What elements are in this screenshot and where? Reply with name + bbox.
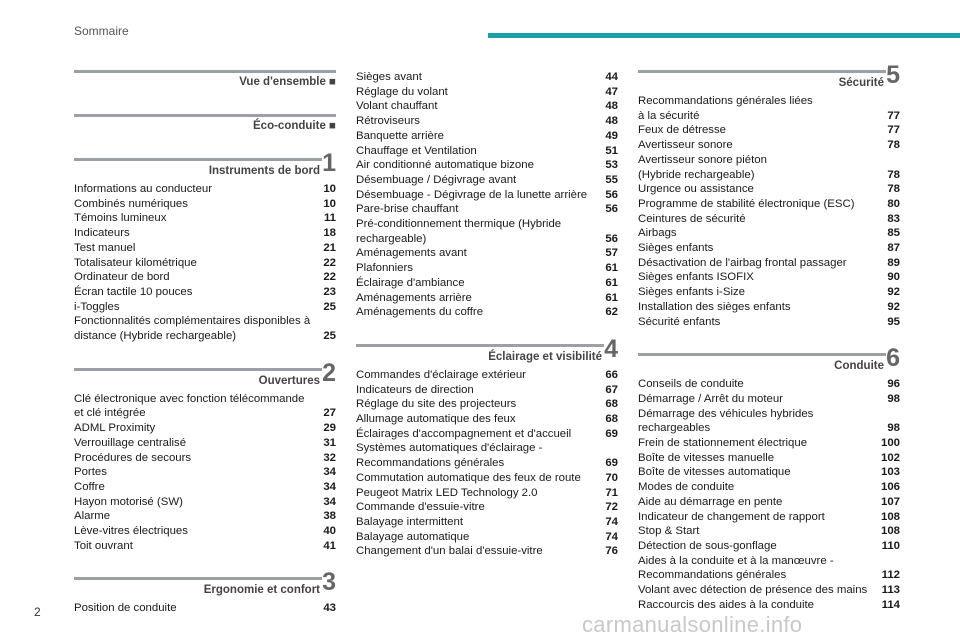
toc-entry[interactable] bbox=[638, 421, 900, 436]
toc-entry-title: Stop & Start bbox=[638, 525, 700, 538]
toc-entry[interactable] bbox=[356, 291, 618, 306]
toc-entry-page: 85 bbox=[887, 227, 900, 240]
toc-entry[interactable] bbox=[74, 314, 336, 329]
toc-entry-title: Urgence ou assistance bbox=[638, 183, 754, 196]
toc-entry[interactable] bbox=[638, 94, 900, 109]
toc-entry-page: 98 bbox=[887, 392, 900, 405]
toc-entry-title: Avertisseur sonore bbox=[638, 139, 733, 152]
toc-entry-title: Démarrage / Arrêt du moteur bbox=[638, 392, 783, 405]
toc-entry[interactable] bbox=[74, 406, 336, 421]
toc-entry-title: Commutation automatique des feux de route bbox=[356, 471, 581, 484]
toc-entry-page: 27 bbox=[323, 407, 336, 420]
toc-entry-page: 108 bbox=[880, 525, 900, 538]
toc-entry-page: 61 bbox=[605, 262, 618, 275]
section-header bbox=[356, 334, 618, 368]
toc-entry[interactable] bbox=[638, 123, 900, 138]
toc-entry-page: 89 bbox=[887, 256, 900, 269]
toc-entry-title: Toit ouvrant bbox=[74, 539, 133, 552]
toc-entry-title: Témoins lumineux bbox=[74, 212, 167, 225]
toc-entry-title: Programme de stabilité électronique (ESC) bbox=[638, 197, 855, 210]
toc-entry-title: Lève-vitres électriques bbox=[74, 525, 188, 538]
toc-entry-title: Aménagements arrière bbox=[356, 291, 472, 304]
toc-entry-title: Hayon motorisé (SW) bbox=[74, 495, 183, 508]
toc-entry-title: Aide au démarrage en pente bbox=[638, 495, 783, 508]
toc-entry-title: i-Toggles bbox=[74, 300, 120, 313]
toc-entry[interactable] bbox=[356, 397, 618, 412]
toc-entry[interactable] bbox=[356, 427, 618, 442]
toc-entry-page: 72 bbox=[605, 501, 618, 514]
toc-entry-title: Indicateurs bbox=[74, 227, 130, 240]
toc-entry-page: 102 bbox=[880, 451, 900, 464]
watermark: carmanualsonline.info bbox=[582, 612, 803, 637]
toc-entry[interactable] bbox=[356, 471, 618, 486]
toc-entry-title: Balayage intermittent bbox=[356, 515, 464, 528]
toc-entry-title: Réglage du volant bbox=[356, 85, 448, 98]
toc-entry-title: Rétroviseurs bbox=[356, 115, 420, 128]
toc-entry-page: 92 bbox=[887, 300, 900, 313]
toc-entry[interactable] bbox=[638, 407, 900, 422]
page-header-label: Sommaire bbox=[74, 24, 129, 38]
toc-entry-title: Pré-conditionnement thermique (Hybride bbox=[356, 218, 562, 231]
toc-entry-page: 77 bbox=[887, 109, 900, 122]
toc-entry-page: 11 bbox=[323, 212, 336, 225]
toc-entry-page: 68 bbox=[605, 413, 618, 426]
toc-entry-page: 32 bbox=[323, 451, 336, 464]
section-divider bbox=[356, 344, 604, 347]
toc-entry-page: 106 bbox=[880, 481, 900, 494]
toc-entry[interactable] bbox=[356, 129, 618, 144]
toc-entry-title: Feux de détresse bbox=[638, 124, 727, 137]
toc-entry[interactable] bbox=[74, 197, 336, 212]
toc-entry-title: Frein de stationnement électrique bbox=[638, 437, 808, 450]
toc-entry-title: Réglage du site des projecteurs bbox=[356, 398, 517, 411]
toc-entry-title: Changement d'un balai d'essuie-vitre bbox=[356, 545, 543, 558]
toc-entry-page: 44 bbox=[605, 71, 618, 83]
section-spacer bbox=[356, 320, 618, 344]
toc-entry-page: 56 bbox=[605, 203, 618, 216]
toc-entry[interactable] bbox=[638, 465, 900, 480]
toc-entry[interactable] bbox=[74, 495, 336, 510]
toc-entry-title: Portes bbox=[74, 466, 107, 479]
toc-entry-title: rechargeable) bbox=[356, 232, 427, 245]
toc-entry-title: Sièges enfants ISOFIX bbox=[638, 271, 754, 284]
toc-entry-title: Sécurité enfants bbox=[638, 315, 721, 328]
toc-entry[interactable] bbox=[356, 144, 618, 159]
toc-entry-title: Alarme bbox=[74, 510, 111, 523]
toc-entry-page: 23 bbox=[323, 285, 336, 298]
toc-entry-title: Plafonniers bbox=[356, 262, 413, 275]
toc-entry[interactable] bbox=[638, 109, 900, 124]
toc-entry-title: ADML Proximity bbox=[74, 422, 156, 435]
toc-entry-page: 34 bbox=[323, 480, 336, 493]
section-number: 1 bbox=[322, 149, 336, 177]
toc-entry[interactable] bbox=[74, 182, 336, 197]
toc-entry-page: 57 bbox=[605, 247, 618, 260]
toc-entry-page: 47 bbox=[605, 85, 618, 98]
toc-entry-title: Ordinateur de bord bbox=[74, 271, 170, 284]
toc-entry[interactable] bbox=[356, 70, 618, 85]
toc-entry[interactable] bbox=[74, 256, 336, 271]
section-divider bbox=[74, 70, 336, 73]
toc-entry-page: 48 bbox=[605, 100, 618, 113]
toc-entry[interactable] bbox=[638, 212, 900, 227]
toc-entry-title: Balayage automatique bbox=[356, 530, 470, 543]
toc-entry[interactable] bbox=[74, 601, 336, 616]
toc-entry-page: 22 bbox=[323, 271, 336, 284]
toc-entry-title: Détection de sous-gonflage bbox=[638, 539, 777, 552]
toc-entry[interactable] bbox=[638, 524, 900, 539]
section-number: 5 bbox=[886, 61, 900, 89]
toc-entry-page: 31 bbox=[323, 436, 336, 449]
toc-entry-title: Sièges avant bbox=[356, 71, 422, 83]
toc-entry[interactable] bbox=[638, 153, 900, 168]
toc-entry-title: Avertisseur sonore piéton bbox=[638, 153, 767, 166]
toc-entry-page: 25 bbox=[323, 330, 336, 343]
section-header bbox=[74, 568, 336, 601]
toc-entry-title: Désembuage - Dégivrage de la lunette arrière bbox=[356, 188, 588, 201]
toc-entry-title: Totalisateur kilométrique bbox=[74, 256, 197, 269]
toc-entry-page: 55 bbox=[605, 173, 618, 186]
toc-entry-page: 51 bbox=[605, 144, 618, 157]
section-divider bbox=[74, 577, 322, 580]
toc-entry-title: Allumage automatique des feux bbox=[356, 413, 516, 426]
toc-entry-page: 53 bbox=[605, 159, 618, 172]
toc-entry-title: Volant avec détection de présence des mains bbox=[638, 584, 868, 597]
toc-entry-page: 110 bbox=[881, 539, 900, 552]
toc-entry-page: 69 bbox=[605, 457, 618, 470]
toc-entry[interactable] bbox=[74, 451, 336, 466]
toc-entry-page: 87 bbox=[887, 242, 900, 255]
toc-entry[interactable] bbox=[638, 495, 900, 510]
toc-entry[interactable] bbox=[356, 383, 618, 398]
toc-entry-title: à la sécurité bbox=[638, 109, 700, 122]
section-title[interactable]: Ergonomie et confort bbox=[203, 584, 320, 597]
toc-entry-title: Air conditionné automatique bizone bbox=[356, 159, 534, 172]
toc-entry-title: Conseils de conduite bbox=[638, 378, 744, 391]
section-title[interactable]: Éco-conduite ■ bbox=[253, 120, 336, 132]
section-divider bbox=[74, 114, 336, 117]
toc-entry-title: et clé intégrée bbox=[74, 407, 146, 420]
toc-entry-page: 78 bbox=[887, 168, 900, 181]
toc-entry[interactable] bbox=[638, 256, 900, 271]
toc-entry[interactable] bbox=[356, 246, 618, 261]
toc-entry-title: Raccourcis des aides à la conduite bbox=[638, 598, 815, 611]
toc-entry-title: Aides à la conduite et à la manœuvre - bbox=[638, 554, 834, 567]
toc-entry-title: Position de conduite bbox=[74, 602, 177, 615]
toc-entry-page: 34 bbox=[323, 466, 336, 479]
toc-entry[interactable] bbox=[74, 270, 336, 285]
toc-entry[interactable] bbox=[638, 300, 900, 315]
toc-entry[interactable] bbox=[356, 261, 618, 276]
toc-entry[interactable] bbox=[356, 441, 618, 456]
toc-entry[interactable] bbox=[638, 197, 900, 212]
toc-entry-title: Indicateur de changement de rapport bbox=[638, 510, 825, 523]
toc-entry-title: Verrouillage centralisé bbox=[74, 436, 187, 449]
toc-entry[interactable] bbox=[356, 412, 618, 427]
toc-entry-title: Éclairage d'ambiance bbox=[356, 276, 465, 289]
section-header bbox=[638, 344, 900, 377]
toc-entry[interactable] bbox=[356, 456, 618, 471]
section-header bbox=[74, 358, 336, 392]
toc-entry[interactable] bbox=[356, 305, 618, 320]
toc-entry[interactable] bbox=[356, 544, 618, 559]
toc-entry-title: Procédures de secours bbox=[74, 451, 192, 464]
section-spacer bbox=[638, 329, 900, 353]
toc-entry[interactable] bbox=[356, 202, 618, 217]
toc-entry-page: 70 bbox=[605, 471, 618, 484]
section-divider bbox=[74, 368, 322, 371]
toc-entry[interactable] bbox=[638, 182, 900, 197]
toc-entry[interactable] bbox=[74, 226, 336, 241]
toc-entry[interactable] bbox=[638, 539, 900, 554]
toc-entry-title: Coffre bbox=[74, 480, 105, 493]
toc-entry[interactable] bbox=[356, 217, 618, 232]
toc-entry-title: Recommandations générales liées bbox=[638, 95, 813, 107]
toc-entry[interactable] bbox=[356, 99, 618, 114]
toc-entry[interactable] bbox=[638, 554, 900, 569]
toc-entry-title: rechargeables bbox=[638, 422, 711, 435]
toc-entry[interactable] bbox=[74, 300, 336, 315]
toc-entry-title: Boîte de vitesses manuelle bbox=[638, 451, 775, 464]
toc-entry[interactable] bbox=[638, 168, 900, 183]
toc-entry-title: Boîte de vitesses automatique bbox=[638, 466, 791, 479]
toc-entry[interactable] bbox=[638, 480, 900, 495]
section-title[interactable]: Conduite bbox=[834, 360, 884, 373]
toc-entry-title: Sièges enfants i-Size bbox=[638, 286, 746, 299]
toc-entry[interactable] bbox=[356, 368, 618, 383]
toc-entry[interactable] bbox=[74, 480, 336, 495]
toc-entry-page: 83 bbox=[887, 212, 900, 225]
toc-entry[interactable] bbox=[638, 285, 900, 300]
toc-entry-page: 21 bbox=[323, 241, 336, 254]
toc-entry[interactable] bbox=[638, 392, 900, 407]
toc-entry-page: 78 bbox=[887, 139, 900, 152]
toc-column-1 bbox=[74, 70, 336, 616]
toc-entry[interactable] bbox=[638, 377, 900, 392]
toc-entry-title: Désactivation de l'airbag frontal passager bbox=[638, 256, 847, 269]
toc-entry[interactable] bbox=[74, 392, 336, 407]
toc-entry-title: Banquette arrière bbox=[356, 129, 445, 142]
section-title[interactable]: Sécurité bbox=[838, 77, 884, 89]
toc-entry-page: 80 bbox=[887, 197, 900, 210]
toc-entry[interactable] bbox=[638, 510, 900, 525]
toc-entry[interactable] bbox=[356, 530, 618, 545]
toc-entry-title: Volant chauffant bbox=[356, 100, 438, 113]
toc-entry-title: Installation des sièges enfants bbox=[638, 300, 791, 313]
toc-entry-page: 29 bbox=[323, 422, 336, 435]
toc-entry-page: 108 bbox=[880, 510, 900, 523]
toc-entry-title: Test manuel bbox=[74, 241, 136, 254]
toc-entry-title: Recommandations générales bbox=[638, 569, 787, 582]
toc-entry-page: 18 bbox=[323, 227, 336, 240]
toc-entry-page: 49 bbox=[605, 129, 618, 142]
section-number: 4 bbox=[604, 334, 618, 363]
toc-column-2 bbox=[356, 70, 618, 559]
toc-entry-title: Écran tactile 10 pouces bbox=[74, 285, 193, 298]
toc-entry-title: (Hybride rechargeable) bbox=[638, 168, 755, 181]
toc-entry-title: Aménagements avant bbox=[356, 247, 467, 260]
toc-entry-title: Informations au conducteur bbox=[74, 183, 213, 195]
toc-entry[interactable] bbox=[638, 436, 900, 451]
section-spacer bbox=[74, 344, 336, 368]
toc-entry-title: Pare-brise chauffant bbox=[356, 203, 459, 216]
toc-entry-page: 98 bbox=[887, 422, 900, 435]
toc-entry-page: 69 bbox=[605, 427, 618, 440]
section-title[interactable]: Éclairage et visibilité bbox=[488, 350, 602, 363]
section-divider bbox=[638, 70, 886, 73]
toc-entry-title: Commandes d'éclairage extérieur bbox=[356, 368, 526, 381]
toc-entry[interactable] bbox=[356, 232, 618, 247]
section-number: 2 bbox=[322, 358, 336, 387]
toc-entry-page: 48 bbox=[605, 115, 618, 128]
toc-entry-title: Fonctionnalités complémentaires disponibles à bbox=[74, 315, 311, 328]
toc-entry-page: 78 bbox=[887, 183, 900, 196]
toc-entry[interactable] bbox=[638, 568, 900, 583]
toc-entry-page: 61 bbox=[605, 291, 618, 304]
toc-entry-title: Commande d'essuie-vitre bbox=[356, 501, 485, 514]
toc-entry-title: Démarrage des véhicules hybrides bbox=[638, 407, 814, 420]
toc-entry[interactable] bbox=[74, 436, 336, 451]
toc-entry[interactable] bbox=[638, 583, 900, 598]
toc-entry-page: 74 bbox=[605, 515, 618, 528]
toc-entry[interactable] bbox=[74, 285, 336, 300]
toc-entry[interactable] bbox=[638, 241, 900, 256]
section-spacer bbox=[74, 94, 336, 114]
toc-entry-page: 96 bbox=[887, 378, 900, 391]
toc-entry-title: Airbags bbox=[638, 227, 677, 240]
toc-entry-title: Éclairages d'accompagnement et d'accueil bbox=[356, 427, 572, 440]
toc-entry-title: Chauffage et Ventilation bbox=[356, 144, 477, 157]
toc-entry-page: 10 bbox=[323, 183, 336, 195]
toc-entry-title: Peugeot Matrix LED Technology 2.0 bbox=[356, 486, 538, 499]
toc-entry-page: 34 bbox=[323, 495, 336, 508]
toc-entry-title: Combinés numériques bbox=[74, 197, 188, 210]
toc-column-3 bbox=[638, 61, 900, 613]
toc-entry-title: Indicateurs de direction bbox=[356, 383, 474, 396]
toc-entry[interactable] bbox=[74, 329, 336, 344]
toc-entry[interactable] bbox=[356, 173, 618, 188]
toc-entry[interactable] bbox=[356, 158, 618, 173]
toc-entry-page: 95 bbox=[887, 315, 900, 328]
toc-entry[interactable] bbox=[638, 138, 900, 153]
toc-entry[interactable] bbox=[356, 276, 618, 291]
toc-entry-page: 113 bbox=[881, 584, 900, 597]
toc-entry[interactable] bbox=[356, 515, 618, 530]
toc-entry-page: 90 bbox=[887, 271, 900, 284]
toc-entry-page: 22 bbox=[323, 256, 336, 269]
section-title[interactable]: Instruments de bord bbox=[208, 165, 320, 177]
toc-entry[interactable] bbox=[638, 315, 900, 330]
toc-entry-page: 56 bbox=[605, 188, 618, 201]
section-header bbox=[74, 70, 336, 94]
toc-entry-title: Ceintures de sécurité bbox=[638, 212, 746, 225]
toc-entry-page: 25 bbox=[323, 300, 336, 313]
toc-entry[interactable] bbox=[356, 500, 618, 515]
toc-entry-page: 100 bbox=[880, 437, 900, 450]
section-number: 6 bbox=[886, 344, 900, 373]
toc-entry[interactable] bbox=[356, 114, 618, 129]
toc-entry-page: 62 bbox=[605, 306, 618, 319]
toc-entry-page: 68 bbox=[605, 398, 618, 411]
toc-entry[interactable] bbox=[74, 211, 336, 226]
toc-entry-page: 61 bbox=[605, 276, 618, 289]
section-divider bbox=[638, 353, 886, 356]
toc-entry-page: 114 bbox=[881, 598, 900, 611]
section-header bbox=[74, 149, 336, 182]
toc-entry-page: 40 bbox=[323, 525, 336, 538]
toc-entry-page: 76 bbox=[605, 545, 618, 558]
toc-entry[interactable] bbox=[74, 509, 336, 524]
toc-entry-page: 103 bbox=[880, 466, 900, 479]
section-divider bbox=[74, 158, 322, 161]
section-spacer bbox=[74, 138, 336, 158]
toc-entry-title: distance (Hybride rechargeable) bbox=[74, 330, 237, 343]
toc-entry-title: Systèmes automatiques d'éclairage - bbox=[356, 442, 543, 455]
toc-entry-page: 41 bbox=[323, 539, 336, 552]
toc-entry-title: Clé électronique avec fonction télécommande bbox=[74, 392, 305, 405]
toc-entry-title: Sièges enfants bbox=[638, 242, 714, 255]
toc-entry-title: Désembuage / Dégivrage avant bbox=[356, 173, 517, 186]
toc-entry[interactable] bbox=[356, 85, 618, 100]
toc-entry[interactable] bbox=[638, 451, 900, 466]
toc-entry-page: 56 bbox=[605, 232, 618, 245]
toc-entry-page: 10 bbox=[323, 197, 336, 210]
section-title[interactable]: Vue d'ensemble ■ bbox=[239, 76, 336, 88]
toc-entry-title: Recommandations générales bbox=[356, 457, 505, 470]
toc-entry[interactable] bbox=[356, 188, 618, 203]
toc-entry-page: 107 bbox=[880, 495, 900, 508]
section-header bbox=[74, 114, 336, 138]
toc-entry-page: 38 bbox=[323, 510, 336, 523]
toc-entry-page: 112 bbox=[881, 569, 900, 582]
toc-entry[interactable] bbox=[74, 539, 336, 554]
page-number: 2 bbox=[34, 605, 41, 619]
toc-entry[interactable] bbox=[356, 486, 618, 501]
section-header bbox=[638, 61, 900, 94]
toc-entry-title: Aménagements du coffre bbox=[356, 306, 484, 319]
toc-entry-page: 71 bbox=[605, 486, 618, 499]
toc-entry[interactable] bbox=[74, 524, 336, 539]
toc-entry[interactable] bbox=[638, 226, 900, 241]
toc-entry-page: 43 bbox=[323, 602, 336, 615]
toc-entry[interactable] bbox=[638, 598, 900, 613]
section-number: 3 bbox=[322, 568, 336, 597]
toc-entry-page: 66 bbox=[605, 368, 618, 381]
header-accent-bar bbox=[488, 33, 960, 38]
toc-entry[interactable] bbox=[638, 270, 900, 285]
toc-entry[interactable] bbox=[74, 465, 336, 480]
toc-entry[interactable] bbox=[74, 421, 336, 436]
toc-entry[interactable] bbox=[74, 241, 336, 256]
toc-entry-page: 92 bbox=[887, 286, 900, 299]
section-title[interactable]: Ouvertures bbox=[258, 374, 320, 387]
toc-entry-title: Modes de conduite bbox=[638, 481, 735, 494]
section-spacer bbox=[74, 553, 336, 577]
toc-entry-page: 67 bbox=[605, 383, 618, 396]
toc-entry-page: 77 bbox=[887, 124, 900, 137]
toc-entry-page: 74 bbox=[605, 530, 618, 543]
